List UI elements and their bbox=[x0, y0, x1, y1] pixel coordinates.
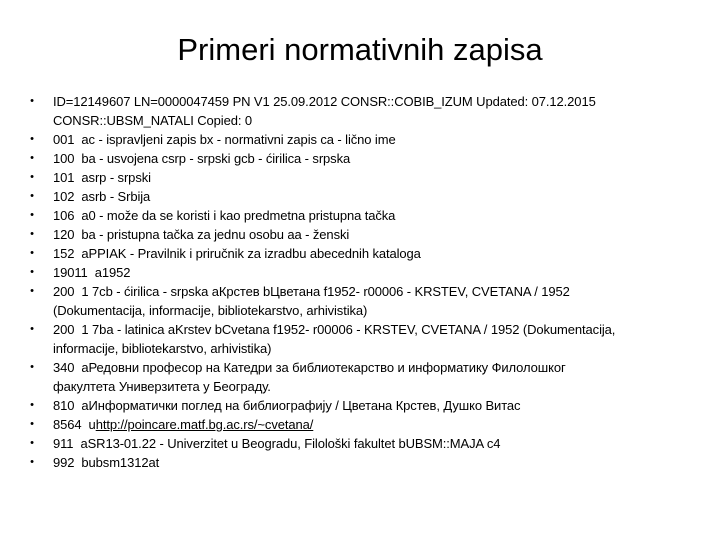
bullet-icon: • bbox=[30, 95, 34, 107]
record-field-line: 200 1 7cb - ćirilica - srpska aКрстев bЦветана f1952- r00006 - KRSTEV, CVETANA / 1952 bbox=[53, 284, 570, 299]
slide-title: Primeri normativnih zapisa bbox=[177, 32, 543, 67]
record-field-line: informacije, bibliotekarstvo, arhivistika) bbox=[53, 341, 272, 356]
record-field-line: 152 aPPIAK - Pravilnik i priručnik za izradbu abecednih kataloga bbox=[53, 246, 421, 261]
bullet-icon: • bbox=[30, 209, 34, 221]
record-field-line: факултета Универзитета у Београду. bbox=[53, 379, 271, 394]
homepage-link[interactable]: http://poincare.matf.bg.ac.rs/~cvetana/ bbox=[95, 417, 314, 432]
record-field-line: 100 ba - usvojena csrp - srpski gcb - ćirilica - srpska bbox=[53, 151, 351, 166]
record-field-line: 992 bubsm1312at bbox=[53, 455, 160, 470]
bullet-icon: • bbox=[30, 171, 34, 183]
record-field-text bbox=[53, 358, 694, 396]
record-field-text bbox=[53, 434, 694, 453]
record-field-item bbox=[26, 130, 694, 149]
record-field-text bbox=[53, 168, 694, 187]
record-field-line: 106 a0 - može da se koristi i kao predmetna pristupna tačka bbox=[53, 208, 396, 223]
record-field-line: 19011 a1952 bbox=[53, 265, 131, 280]
record-field-line: 8564 u bbox=[53, 417, 96, 432]
record-field-text bbox=[53, 396, 694, 415]
record-field-item bbox=[26, 187, 694, 206]
record-field-item bbox=[26, 225, 694, 244]
record-field-line: 120 ba - pristupna tačka za jednu osobu aa - ženski bbox=[53, 227, 350, 242]
record-field-item bbox=[26, 92, 694, 130]
record-field-item bbox=[26, 168, 694, 187]
record-field-text bbox=[53, 149, 694, 168]
bullet-icon: • bbox=[30, 437, 34, 449]
record-field-line: 001 ac - ispravljeni zapis bx - normativni zapis ca - lično ime bbox=[53, 132, 396, 147]
record-field-text bbox=[53, 225, 694, 244]
record-field-item bbox=[26, 244, 694, 263]
record-field-line: (Dokumentacija, informacije, bibliotekarstvo, arhivistika) bbox=[53, 303, 368, 318]
record-field-text bbox=[53, 244, 694, 263]
record-field-line: 101 asrp - srpski bbox=[53, 170, 151, 185]
record-field-item bbox=[26, 320, 694, 358]
record-field-text bbox=[53, 415, 694, 434]
bullet-icon: • bbox=[30, 190, 34, 202]
record-field-item bbox=[26, 358, 694, 396]
record-field-item bbox=[26, 282, 694, 320]
record-field-text bbox=[53, 92, 694, 130]
record-field-item bbox=[26, 396, 694, 415]
bullet-icon: • bbox=[30, 399, 34, 411]
record-field-text bbox=[53, 187, 694, 206]
record-field-text bbox=[53, 206, 694, 225]
bullet-icon: • bbox=[30, 247, 34, 259]
record-field-item bbox=[26, 434, 694, 453]
record-field-line: 810 aИнформатички поглед на библиографију / Цветана Крстев, Душко Витас bbox=[53, 398, 521, 413]
bullet-icon: • bbox=[30, 228, 34, 240]
bullet-icon: • bbox=[30, 323, 34, 335]
record-field-line: 102 asrb - Srbija bbox=[53, 189, 151, 204]
bullet-icon: • bbox=[30, 266, 34, 278]
record-field-line: 200 1 7ba - latinica aKrstev bCvetana f1952- r00006 - KRSTEV, CVETANA / 1952 (Dokumentacija, bbox=[53, 322, 616, 337]
bullet-icon: • bbox=[30, 361, 34, 373]
bullet-icon: • bbox=[30, 285, 34, 297]
record-field-item bbox=[26, 149, 694, 168]
record-field-line: CONSR::UBSM_NATALI Copied: 0 bbox=[53, 113, 253, 128]
record-field-text bbox=[53, 453, 694, 472]
record-field-line: ID=12149607 LN=0000047459 PN V1 25.09.2012 CONSR::COBIB_IZUM Updated: 07.12.2015 bbox=[53, 94, 596, 109]
record-field-line: 911 aSR13-01.22 - Univerzitet u Beogradu, Filološki fakultet bUBSM::MAJA c4 bbox=[53, 436, 501, 451]
record-field-line: 340 aРедовни професор на Катедри за библиотекарство и информатику Филолошког bbox=[53, 360, 566, 375]
record-field-item bbox=[26, 263, 694, 282]
record-field-item bbox=[26, 206, 694, 225]
bullet-icon: • bbox=[30, 133, 34, 145]
bullet-icon: • bbox=[30, 456, 34, 468]
record-field-text bbox=[53, 130, 694, 149]
bullet-icon: • bbox=[30, 418, 34, 430]
record-field-text bbox=[53, 282, 694, 320]
record-field-text bbox=[53, 320, 694, 358]
bullet-icon: • bbox=[30, 152, 34, 164]
record-field-item bbox=[26, 415, 694, 434]
record-field-item bbox=[26, 453, 694, 472]
record-field-text bbox=[53, 263, 694, 282]
record-fields-list bbox=[26, 92, 694, 472]
